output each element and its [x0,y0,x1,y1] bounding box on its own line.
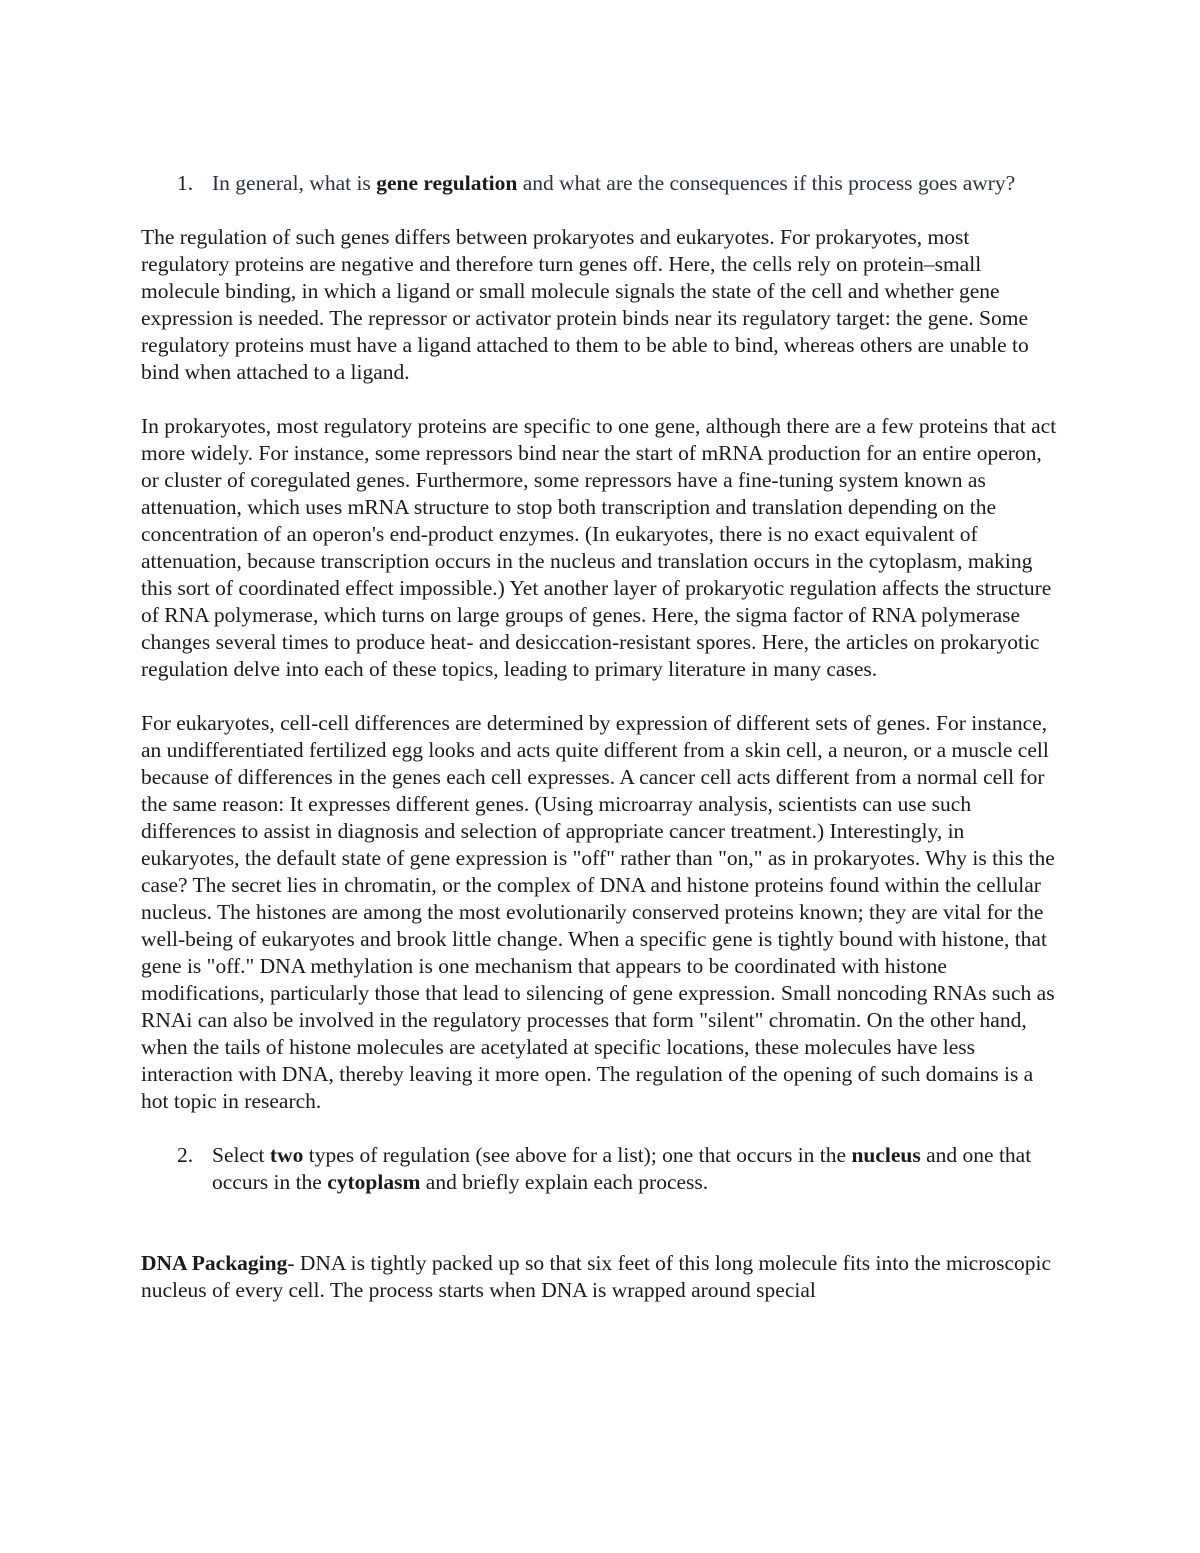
question-1-bold-term: gene regulation [376,171,518,195]
question-2-bold-cytoplasm: cytoplasm [327,1170,421,1194]
question-2-bold-two: two [269,1143,304,1167]
question-2-text-3: and one that occurs in the [212,1143,1032,1194]
question-2-text-1: Select [212,1143,270,1167]
paragraph-prokaryote-regulation: The regulation of such genes differs between prokaryotes and eukaryotes. For prokaryotes, most regulatory proteins are negative and therefore turn genes off. Here, the cells rely on protein–small molecule binding, in which a ligand or small molecule signals the state of the cell and whether gene expression is needed. The repressor or activator protein binds near its regulatory target: the gene. Some regulatory proteins must have a ligand attached to them to be able to bind, whereas others are unable to bind when attached to a ligand. [141,225,1029,384]
question-1-text-after: and what are the consequences if this process goes awry? [517,171,1016,195]
question-1-text-before: In general, what is [212,171,377,195]
document-body [141,170,1063,1304]
question-1-number: 1. [177,171,194,195]
answer-text: - DNA is tightly packed up so that six feet of this long molecule fits into the microscopic nucleus of every cell. The process starts when DNA is wrapped around special [141,1251,1052,1302]
question-1 [141,170,1063,197]
answer-dna-packaging [141,1250,1063,1304]
paragraph-eukaryote-regulation: For eukaryotes, cell-cell differences are determined by expression of different sets of genes. For instance, an undifferentiated fertilized egg looks and acts quite different from a skin cell, a neuron, or a muscle cell because of differences in the genes each cell expresses. A cancer cell acts different from a normal cell for the same reason: It expresses different genes. (Using microarray analysis, scientists can use such differences to assist in diagnosis and selection of appropriate cancer treatment.) Interestingly, in eukaryotes, the default state of gene expression is "off" rather than "on," as in prokaryotes. Why is this the case? The secret lies in chromatin, or the complex of DNA and histone proteins found within the cellular nucleus. The histones are among the most evolutionarily conserved proteins known; they are vital for the well-being of eukaryotes and brook little change. When a specific gene is tightly bound with histone, that gene is "off." DNA methylation is one mechanism that appears to be coordinated with histone modifications, particularly those that lead to silencing of gene expression. Small noncoding RNAs such as RNAi can also be involved in the regulatory processes that form "silent" chromatin. On the other hand, when the tails of histone molecules are acetylated at specific locations, these molecules have less interaction with DNA, thereby leaving it more open. The regulation of the opening of such domains is a hot topic in research. [141,711,1055,1113]
question-2-bold-nucleus: nucleus [851,1143,921,1167]
answer-term: DNA Packaging [141,1251,288,1275]
question-2 [141,1142,1063,1196]
question-2-number: 2. [177,1143,194,1167]
paragraph-prokaryote-specifics: In prokaryotes, most regulatory proteins are specific to one gene, although there are a few proteins that act more widely. For instance, some repressors bind near the start of mRNA production for an entire operon, or cluster of coregulated genes. Furthermore, some repressors have a fine-tuning system known as attenuation, which uses mRNA structure to stop both transcription and translation depending on the concentration of an operon's end-product enzymes. (In eukaryotes, there is no exact equivalent of attenuation, because transcription occurs in the nucleus and translation occurs in the cytoplasm, making this sort of coordinated effect impossible.) Yet another layer of prokaryotic regulation affects the structure of RNA polymerase, which turns on large groups of genes. Here, the sigma factor of RNA polymerase changes several times to produce heat- and desiccation-resistant spores. Here, the articles on prokaryotic regulation delve into each of these topics, leading to primary literature in many cases. [141,414,1057,681]
question-2-text-4: and briefly explain each process. [420,1170,709,1194]
question-2-text-2: types of regulation (see above for a list); one that occurs in the [303,1143,852,1167]
